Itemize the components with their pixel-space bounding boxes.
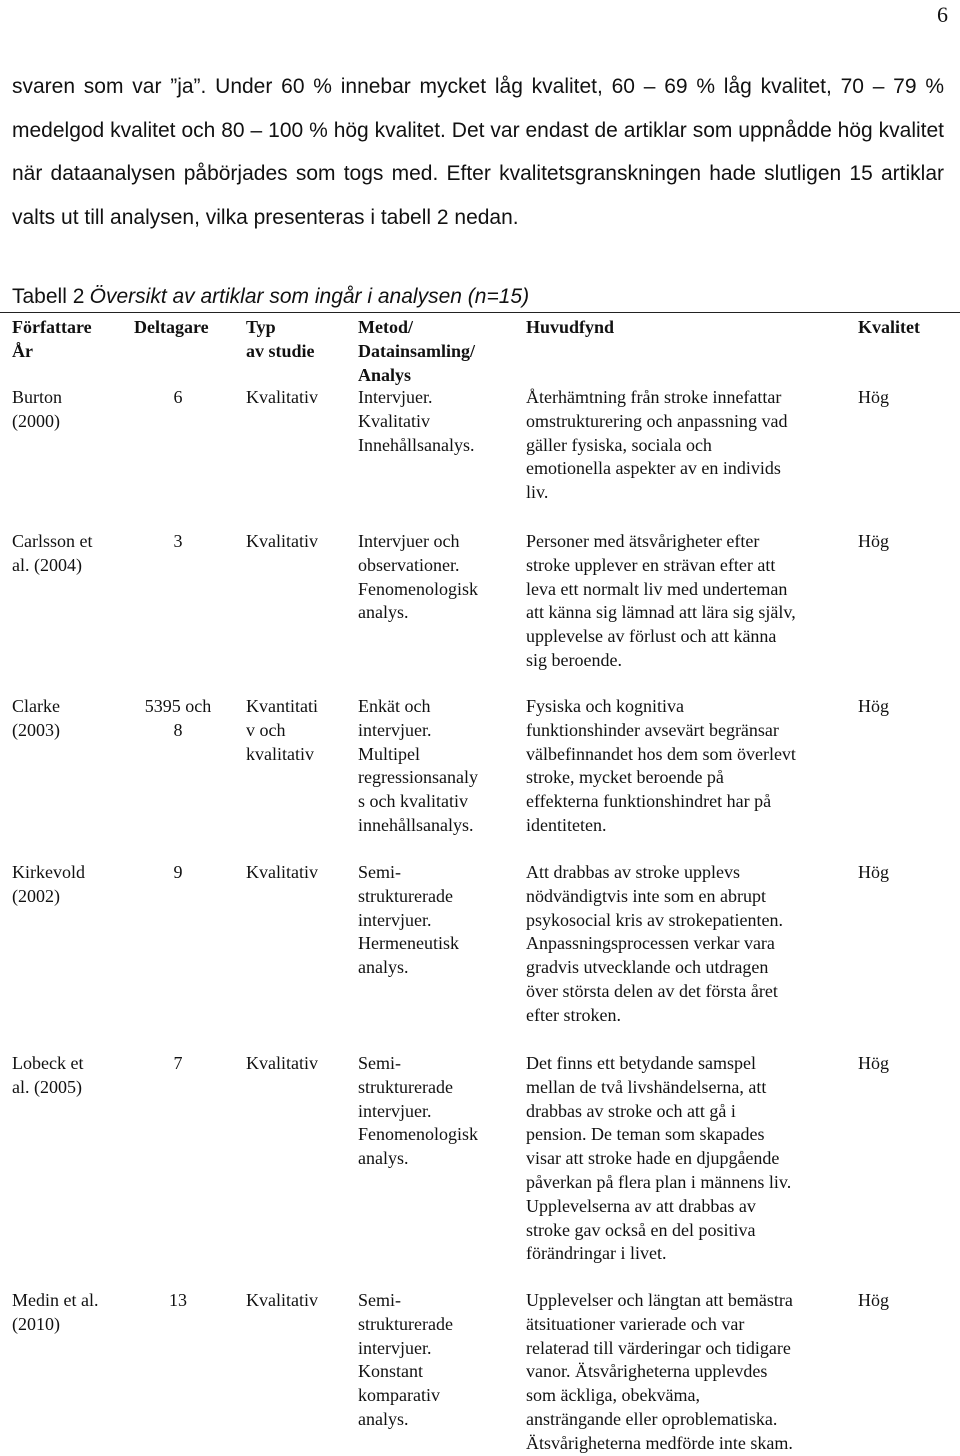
header-method: [358, 316, 513, 387]
cell-findings-line: Att drabbas av stroke upplevs: [526, 862, 740, 882]
intro-text: svaren som var ”ja”. Under 60 % innebar mycket låg kvalitet, 60 – 69 % låg kvalitet, 70 – 79 % medelgod kvalitet och 80 – 100 % hög kvalitet. Det var endast de artiklar som uppnådde hög kvalitet när dataanalysen påbörjades som togs med. Efter kvalitetsgranskningen hade slutligen 15 artiklar valts ut till analysen, vilka presenteras i tabell 2 nedan.: [12, 75, 944, 229]
cell-method: [358, 530, 513, 625]
cell-findings: [526, 861, 848, 1028]
cell-author-line: al. (2005): [12, 1076, 82, 1097]
cell-findings: [526, 1052, 848, 1266]
cell-findings: [526, 530, 848, 673]
cell-quality: [858, 1052, 948, 1076]
cell-findings-line: efter stroken.: [526, 1004, 621, 1025]
cell-type-line: Kvalitativ: [246, 531, 318, 551]
cell-author: [12, 1289, 127, 1337]
cell-participants-line: 8: [173, 719, 183, 740]
cell-type-line: kvalitativ: [246, 743, 314, 764]
cell-quality-line: Hög: [858, 387, 889, 407]
cell-findings-line: funktionshinder avsevärt begränsar: [526, 719, 779, 740]
cell-participants-line: 3: [173, 531, 183, 551]
cell-findings-line: omstrukturering och anpassning vad: [526, 410, 788, 431]
table-caption-label: Tabell 2: [12, 285, 85, 308]
cell-method-line: intervjuer.: [358, 1337, 432, 1358]
cell-findings-line: liv.: [526, 482, 549, 503]
cell-author-line: Clarke: [12, 696, 60, 716]
cell-findings: [526, 695, 848, 838]
cell-type: [246, 1289, 346, 1313]
cell-findings-line: Upplevelserna av att drabbas av: [526, 1195, 756, 1216]
cell-method: [358, 1289, 513, 1432]
cell-method-line: Intervjuer.: [358, 387, 433, 407]
cell-participants: [128, 1289, 228, 1313]
cell-method-line: Hermeneutisk: [358, 933, 459, 954]
cell-findings-line: som äckliga, obekväma,: [526, 1385, 700, 1406]
header-type-line1: Typ: [246, 317, 276, 337]
cell-type-line: Kvantitati: [246, 696, 318, 716]
cell-findings-line: ätsituationer varierade och var: [526, 1313, 745, 1334]
cell-findings-line: emotionella aspekter av en individs: [526, 458, 781, 479]
cell-author: [12, 386, 127, 434]
cell-findings-line: att känna sig lämnad att lära sig själv,: [526, 602, 796, 623]
header-method-line3: Analys: [358, 364, 412, 385]
cell-findings-line: psykosocial kris av strokepatienten.: [526, 909, 783, 930]
header-findings: [526, 316, 848, 340]
cell-method-line: Kvalitativ: [358, 410, 430, 431]
header-author-line1: Författare: [12, 317, 92, 337]
cell-quality-line: Hög: [858, 696, 889, 716]
cell-findings-line: påverkan på flera plan i männens liv.: [526, 1171, 792, 1192]
cell-participants: [128, 695, 228, 743]
cell-findings: [526, 1289, 848, 1456]
cell-method-line: analys.: [358, 957, 409, 978]
cell-findings: [526, 386, 848, 505]
cell-participants-line: 9: [173, 862, 183, 882]
cell-method-line: analys.: [358, 1148, 409, 1169]
cell-participants-line: 5395 och: [144, 696, 212, 716]
cell-method-line: s och kvalitativ: [358, 791, 468, 812]
cell-participants: [128, 861, 228, 885]
cell-method-line: Konstant: [358, 1361, 423, 1382]
table-top-rule: [0, 312, 960, 313]
cell-findings-line: relaterad till värderingar och tidigare: [526, 1337, 791, 1358]
cell-type-line: v och: [246, 719, 286, 740]
cell-author: [12, 1052, 127, 1100]
cell-method-line: strukturerade: [358, 885, 453, 906]
header-type-line2: av studie: [246, 340, 315, 361]
cell-method-line: Semi-: [358, 862, 401, 882]
cell-findings-line: leva ett normalt liv med underteman: [526, 578, 788, 599]
cell-findings-line: gäller fysiska, sociala och: [526, 434, 712, 455]
cell-findings-line: välbefinnandet hos dem som överlevt: [526, 743, 796, 764]
cell-findings-line: visar att stroke hade en djupgående: [526, 1148, 780, 1169]
cell-quality: [858, 695, 948, 719]
cell-type: [246, 386, 346, 410]
cell-method-line: komparativ: [358, 1385, 440, 1406]
header-participants: [134, 316, 234, 340]
cell-findings-line: Det finns ett betydande samspel: [526, 1053, 756, 1073]
cell-type-line: Kvalitativ: [246, 862, 318, 882]
cell-findings-line: identiteten.: [526, 814, 607, 835]
cell-method-line: Fenomenologisk: [358, 578, 478, 599]
cell-method-line: Multipel: [358, 743, 420, 764]
table-caption-title: Översikt av artiklar som ingår i analysen (n=15): [89, 285, 530, 308]
intro-paragraph: [12, 65, 944, 239]
header-method-line2: Datainsamling/: [358, 340, 476, 361]
cell-author-line: (2003): [12, 719, 60, 740]
cell-method-line: strukturerade: [358, 1076, 453, 1097]
cell-findings-line: pension. De teman som skapades: [526, 1124, 765, 1145]
cell-findings-line: Anpassningsprocessen verkar vara: [526, 933, 775, 954]
cell-author-line: Burton: [12, 387, 63, 407]
cell-findings-line: Återhämtning från stroke innefattar: [526, 387, 782, 407]
cell-author: [12, 530, 127, 578]
header-findings-label: Huvudfynd: [526, 317, 615, 337]
cell-author-line: Kirkevold: [12, 862, 85, 882]
cell-author-line: al. (2004): [12, 554, 82, 575]
cell-findings-line: över största delen av det första året: [526, 980, 778, 1001]
cell-findings-line: effekterna funktionshindret har på: [526, 791, 772, 812]
cell-type-line: Kvalitativ: [246, 1290, 318, 1310]
cell-type: [246, 1052, 346, 1076]
cell-type: [246, 695, 346, 766]
cell-participants-line: 7: [173, 1053, 183, 1073]
cell-findings-line: vanor. Ätsvårigheterna upplevdes: [526, 1361, 768, 1382]
cell-method: [358, 1052, 513, 1171]
cell-method-line: regressionsanaly: [358, 767, 478, 788]
cell-method-line: analys.: [358, 1408, 409, 1429]
cell-quality: [858, 386, 948, 410]
cell-findings-line: nödvändigtvis inte som en abrupt: [526, 885, 766, 906]
cell-quality-line: Hög: [858, 1290, 889, 1310]
cell-author-line: (2002): [12, 885, 60, 906]
cell-findings-line: stroke gav också en del positiva: [526, 1219, 756, 1240]
cell-quality-line: Hög: [858, 531, 889, 551]
cell-method-line: Semi-: [358, 1053, 401, 1073]
cell-method: [358, 861, 513, 980]
header-quality-label: Kvalitet: [858, 317, 920, 337]
header-quality: [858, 316, 948, 340]
cell-findings-line: gradvis utvecklande och utdragen: [526, 957, 769, 978]
cell-findings-line: ansträngande eller oproblematiska.: [526, 1408, 778, 1429]
cell-type-line: Kvalitativ: [246, 1053, 318, 1073]
cell-author-line: Medin et al.: [12, 1290, 99, 1310]
header-author-line2: År: [12, 340, 33, 361]
cell-method-line: innehållsanalys.: [358, 814, 474, 835]
cell-quality: [858, 530, 948, 554]
cell-findings-line: stroke upplever en strävan efter att: [526, 554, 776, 575]
cell-quality-line: Hög: [858, 862, 889, 882]
cell-method-line: Intervjuer och: [358, 531, 460, 551]
cell-findings-line: stroke, mycket beroende på: [526, 767, 724, 788]
header-method-line1: Metod/: [358, 317, 413, 337]
cell-findings-line: Fysiska och kognitiva: [526, 696, 684, 716]
cell-type: [246, 861, 346, 885]
cell-findings-line: Ätsvårigheterna medförde inte skam.: [526, 1432, 793, 1453]
cell-quality: [858, 1289, 948, 1313]
cell-participants-line: 6: [173, 387, 183, 407]
cell-author-line: Carlsson et: [12, 531, 93, 551]
table-caption: [12, 284, 529, 309]
cell-findings-line: förändringar i livet.: [526, 1243, 667, 1264]
cell-method-line: intervjuer.: [358, 719, 432, 740]
cell-author-line: (2000): [12, 410, 60, 431]
page-number: 6: [937, 2, 948, 27]
cell-findings-line: mellan de två livshändelserna, att: [526, 1076, 767, 1097]
cell-method-line: strukturerade: [358, 1313, 453, 1334]
cell-method-line: intervjuer.: [358, 909, 432, 930]
header-type: [246, 316, 346, 364]
cell-method-line: intervjuer.: [358, 1100, 432, 1121]
cell-findings-line: Personer med ätsvårigheter efter: [526, 531, 760, 551]
cell-author: [12, 695, 127, 743]
cell-author-line: (2010): [12, 1313, 60, 1334]
cell-method-line: analys.: [358, 602, 409, 623]
cell-type-line: Kvalitativ: [246, 387, 318, 407]
cell-method: [358, 386, 513, 457]
cell-author-line: Lobeck et: [12, 1053, 84, 1073]
cell-method-line: Semi-: [358, 1290, 401, 1310]
cell-method-line: Fenomenologisk: [358, 1124, 478, 1145]
cell-method: [358, 695, 513, 838]
header-author: [12, 316, 127, 364]
cell-participants: [128, 1052, 228, 1076]
cell-method-line: observationer.: [358, 554, 460, 575]
cell-findings-line: sig beroende.: [526, 649, 622, 670]
header-participants-label: Deltagare: [134, 317, 209, 337]
cell-author: [12, 861, 127, 909]
cell-findings-line: upplevelse av förlust och att känna: [526, 626, 777, 647]
cell-type: [246, 530, 346, 554]
cell-method-line: Enkät och: [358, 696, 431, 716]
cell-participants-line: 13: [169, 1290, 187, 1310]
cell-findings-line: drabbas av stroke och att gå i: [526, 1100, 736, 1121]
cell-quality: [858, 861, 948, 885]
cell-findings-line: Upplevelser och längtan att bemästra: [526, 1290, 793, 1310]
cell-quality-line: Hög: [858, 1053, 889, 1073]
cell-method-line: Innehållsanalys.: [358, 434, 475, 455]
cell-participants: [128, 386, 228, 410]
cell-participants: [128, 530, 228, 554]
